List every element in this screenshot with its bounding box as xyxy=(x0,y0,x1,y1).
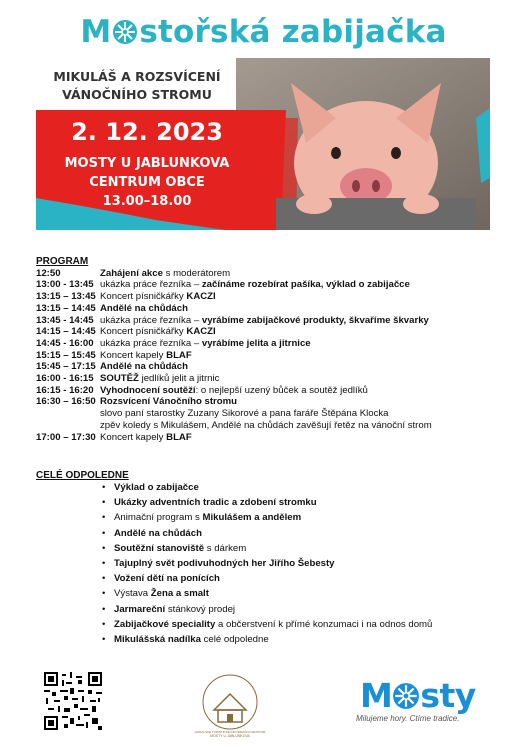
program-desc xyxy=(100,279,506,291)
program-time: 13:15 – 13:45 xyxy=(36,291,96,303)
program-row xyxy=(36,396,506,408)
list-item-bold: Andělé na chůdách xyxy=(114,527,202,539)
program-row xyxy=(36,432,506,444)
program-desc-text: Andělé na chůdách xyxy=(100,302,188,314)
list-item-rest: s dárkem xyxy=(204,542,247,554)
program-row-continuation: zpěv koledy s Mikulášem, Andělé na chůdách zavěšují řetěz na vánoční strom xyxy=(100,419,432,431)
program-row xyxy=(36,338,506,350)
slogan: Milujeme hory. Ctíme tradice. xyxy=(356,714,460,723)
program-row xyxy=(36,279,506,291)
program-desc-detail: KACZI xyxy=(186,291,216,303)
program-desc-detail: jedlíků jelit a jitrnic xyxy=(138,373,220,385)
program-desc-detail: vyrábíme jelita a jitrnice xyxy=(201,337,311,349)
program-desc-detail: BLAF xyxy=(166,349,192,361)
tourist-info-logo xyxy=(192,672,268,738)
program-heading: PROGRAM xyxy=(36,256,89,267)
event-place: MOSTY U JABLUNKOVA xyxy=(64,156,230,171)
title-end: stořská zabijačka xyxy=(139,14,447,50)
list-item-bold: Tajuplný svět podivuhodných her Jiřího Šebesty xyxy=(114,558,335,570)
program-desc-text: Koncert kapely xyxy=(100,349,167,361)
list-item xyxy=(102,617,432,632)
program-time: 12:50 xyxy=(36,267,61,279)
list-item xyxy=(102,510,432,525)
program-desc xyxy=(100,303,506,315)
program-time: 17:00 – 17:30 xyxy=(36,431,96,443)
program-desc-text: Koncert písničkářky xyxy=(100,326,187,338)
program-desc xyxy=(100,315,506,327)
program-desc xyxy=(100,326,506,338)
event-place-detail: CENTRUM OBCE xyxy=(89,175,205,190)
title-start: M xyxy=(80,14,112,50)
program-time: 16:30 – 16:50 xyxy=(36,396,96,408)
list-item xyxy=(102,541,432,556)
list-item-bold: Mikulášem a andělem xyxy=(202,512,302,524)
list-item xyxy=(102,602,432,617)
qr-code[interactable] xyxy=(44,672,102,730)
program-desc xyxy=(100,268,506,280)
list-item xyxy=(102,480,432,495)
all-day-heading: CELÉ ODPOLEDNE xyxy=(36,470,129,481)
program-desc-text: ukázka práce řezníka – xyxy=(100,337,202,349)
program-time: 16:15 - 16:20 xyxy=(36,384,94,396)
list-item-rest: a občerstvení k přímé konzumaci i na odnos domů xyxy=(215,618,433,630)
event-title xyxy=(0,14,527,50)
program-desc-bold: BLAF xyxy=(166,431,192,443)
house-icon xyxy=(192,672,268,738)
program-desc xyxy=(100,373,506,385)
program-desc-text: Zahájení akce xyxy=(100,267,163,279)
program-time: 13:00 - 13:45 xyxy=(36,279,94,291)
program-desc xyxy=(100,396,506,408)
program-desc-text: Andělé na chůdách xyxy=(100,361,188,373)
logo-text-end: sty xyxy=(420,676,476,715)
program-desc xyxy=(100,361,506,373)
program-row xyxy=(36,385,506,397)
program-desc xyxy=(100,385,506,397)
program-desc-detail: začínáme rozebírat pašíka, výklad o zabijačce xyxy=(201,279,410,291)
list-item-bold: Zabijačkové speciality xyxy=(114,618,216,630)
program-row xyxy=(36,291,506,303)
program-desc-text: SOUTĚŽ xyxy=(100,373,139,385)
program-desc-detail: s moderátorem xyxy=(162,267,231,279)
list-item xyxy=(102,571,432,586)
program-section xyxy=(36,256,506,443)
logo-text-start: M xyxy=(360,676,393,715)
program-desc-text: Koncert písničkářky xyxy=(100,291,187,303)
program-desc xyxy=(100,350,506,362)
program-desc xyxy=(100,338,506,350)
program-row xyxy=(36,303,506,315)
event-date: 2. 12. 2023 xyxy=(71,118,223,146)
program-row xyxy=(36,268,506,280)
program-desc-detail: vyrábíme zabijačkové produkty, škvaříme škvarky xyxy=(201,314,429,326)
program-desc-detail: KACZI xyxy=(186,326,216,338)
list-item xyxy=(102,632,432,647)
program-desc-detail: : o nejlepší uzený bůček a soutěž jedlíků xyxy=(195,384,368,396)
list-item-bold: Výklad o zabijačce xyxy=(114,482,199,493)
program-time: 14:45 - 16:00 xyxy=(36,337,94,349)
tic-label: GORALSKÉ TURISTICKÉ INFORMAČNÍ CENTRUM xyxy=(194,730,266,734)
list-item-bold: Soutěžní stanoviště xyxy=(114,542,205,554)
list-item xyxy=(102,526,432,541)
program-row xyxy=(36,373,506,385)
subtitle-line-1: MIKULÁŠ A ROZSVÍCENÍ xyxy=(53,69,221,84)
list-item-rest: stánkový prodej xyxy=(165,603,236,615)
all-day-list xyxy=(102,480,432,647)
list-item xyxy=(102,495,432,510)
list-item-prefix: Výstava xyxy=(114,588,151,600)
list-item-bold: Ukázky adventních tradic a zdobení stromku xyxy=(114,497,317,509)
list-item-bold: Žena a smalt xyxy=(150,588,209,600)
program-time: 16:00 - 16:15 xyxy=(36,373,94,385)
list-item-rest: celé odpoledne xyxy=(200,634,269,646)
program-time: 14:15 – 14:45 xyxy=(36,326,96,338)
list-item xyxy=(102,556,432,571)
snowflake-icon xyxy=(112,19,138,45)
subtitle-line-2: VÁNOČNÍHO STROMU xyxy=(62,87,212,102)
program-time: 15:15 – 15:45 xyxy=(36,349,96,361)
program-desc-text: Koncert kapely xyxy=(100,431,167,443)
program-time: 13:45 - 14:45 xyxy=(36,314,94,326)
program-desc xyxy=(100,432,506,444)
program-time: 15:45 – 17:15 xyxy=(36,361,96,373)
program-row-continuation: slovo paní starostky Zuzany Sikorové a pana faráře Štěpána Klocka xyxy=(100,408,389,420)
list-item-bold: Vožení dětí na ponících xyxy=(114,573,220,585)
program-list xyxy=(36,268,506,408)
program-row xyxy=(36,315,506,327)
program-time: 13:15 – 14:45 xyxy=(36,302,96,314)
snowflake-icon xyxy=(392,682,420,710)
list-item-bold: Jarmareční xyxy=(114,603,166,615)
program-desc xyxy=(100,291,506,303)
program-desc-text: Rozsvícení Vánočního stromu xyxy=(100,396,238,408)
mosty-logo[interactable] xyxy=(360,676,476,715)
list-item xyxy=(102,586,432,601)
program-desc-text: ukázka práce řezníka – xyxy=(100,279,202,291)
program-desc-text: Vyhodnocení soutěží xyxy=(100,384,196,396)
list-item-prefix: Animační program s xyxy=(114,512,203,524)
tic-place: MOSTY U JABLUNKOVA xyxy=(210,734,250,738)
event-time: 13.00–18.00 xyxy=(102,194,192,209)
program-row xyxy=(36,361,506,373)
event-subtitle xyxy=(52,68,222,104)
program-desc-text: ukázka práce řezníka – xyxy=(100,314,202,326)
program-row xyxy=(36,326,506,338)
program-row xyxy=(36,350,506,362)
list-item-bold: Mikulášská nadílka xyxy=(114,634,201,646)
